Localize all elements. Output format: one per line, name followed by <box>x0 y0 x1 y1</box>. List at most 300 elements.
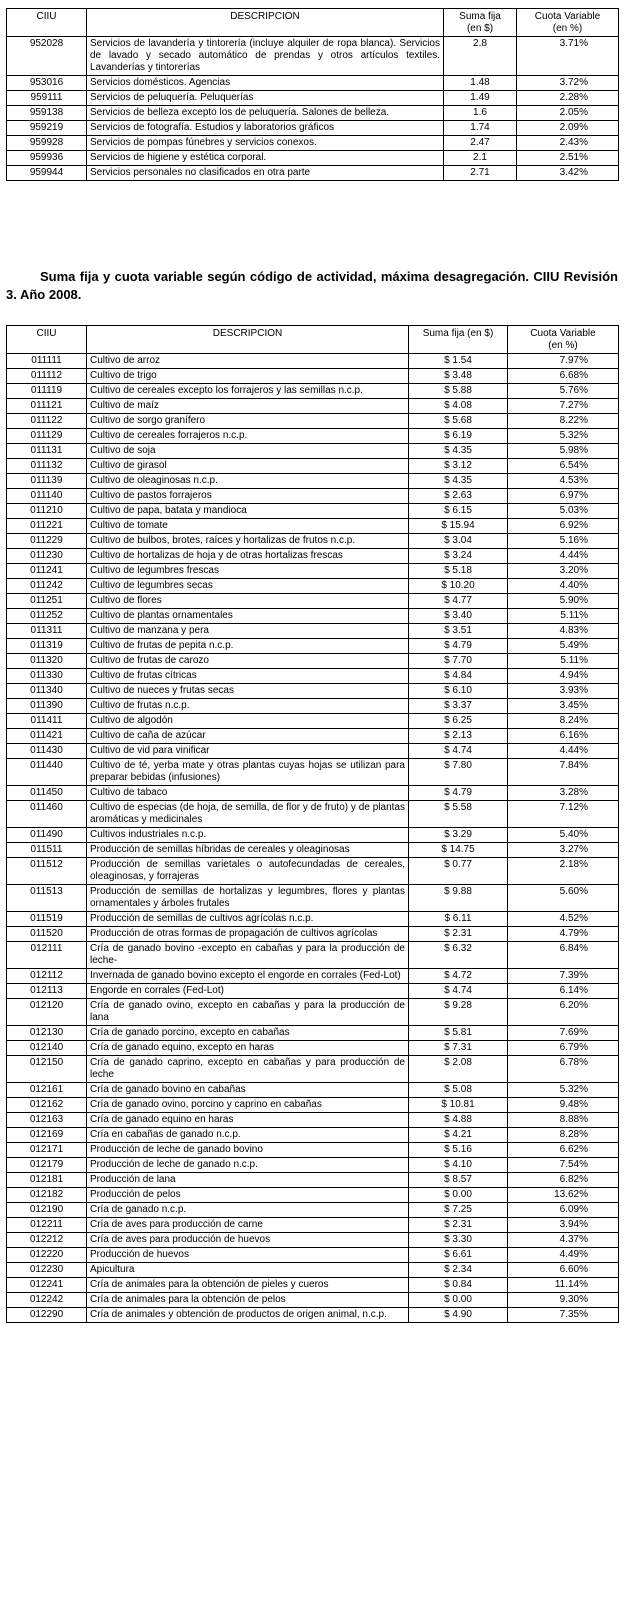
description-cell: Producción de leche de ganado bovino <box>87 1143 409 1158</box>
header-ciiu: CIIU <box>7 326 87 354</box>
ciiu-code-cell: 012111 <box>7 942 87 969</box>
table-row <box>7 927 619 942</box>
description-cell: Producción de semillas varietales o autofecundadas de cereales, oleaginosas, y forrajeras <box>87 858 409 885</box>
table-row <box>7 549 619 564</box>
table-row <box>7 594 619 609</box>
ciiu-code-cell: 011122 <box>7 414 87 429</box>
table-row <box>7 843 619 858</box>
ciiu-code-cell: 959111 <box>7 91 87 106</box>
description-cell: Producción de semillas de hortalizas y legumbres, flores y plantas ornamentales y árboles frutales <box>87 885 409 912</box>
variable-rate-cell: 4.37% <box>508 1233 619 1248</box>
fixed-sum-cell: $ 15.94 <box>409 519 508 534</box>
variable-rate-cell: 5.49% <box>508 639 619 654</box>
variable-rate-cell: 4.53% <box>508 474 619 489</box>
variable-rate-cell: 6.97% <box>508 489 619 504</box>
variable-rate-cell: 5.32% <box>508 429 619 444</box>
fixed-sum-cell: $ 3.40 <box>409 609 508 624</box>
table-row <box>7 639 619 654</box>
variable-rate-cell: 5.32% <box>508 1083 619 1098</box>
table-row <box>7 429 619 444</box>
table-row <box>7 1203 619 1218</box>
table-row <box>7 699 619 714</box>
variable-rate-cell: 3.20% <box>508 564 619 579</box>
variable-rate-cell: 8.88% <box>508 1113 619 1128</box>
table-row <box>7 399 619 414</box>
variable-rate-cell: 5.11% <box>508 609 619 624</box>
table-row <box>7 1041 619 1056</box>
fixed-sum-cell: $ 4.90 <box>409 1308 508 1323</box>
description-cell: Servicios de pompas fúnebres y servicios conexos. <box>87 136 444 151</box>
table-row <box>7 354 619 369</box>
ciiu-code-cell: 012120 <box>7 999 87 1026</box>
fixed-sum-cell: 2.1 <box>444 151 517 166</box>
table-row <box>7 91 619 106</box>
description-cell: Servicios de higiene y estética corporal. <box>87 151 444 166</box>
ciiu-code-cell: 011450 <box>7 786 87 801</box>
ciiu-code-cell: 011390 <box>7 699 87 714</box>
variable-rate-cell: 6.84% <box>508 942 619 969</box>
table-row <box>7 534 619 549</box>
table-row <box>7 369 619 384</box>
ciiu-code-cell: 012163 <box>7 1113 87 1128</box>
variable-rate-cell: 4.44% <box>508 549 619 564</box>
description-cell: Cultivo de legumbres secas <box>87 579 409 594</box>
table-row <box>7 1098 619 1113</box>
fixed-sum-cell: 1.74 <box>444 121 517 136</box>
description-cell: Producción de pelos <box>87 1188 409 1203</box>
header-ciiu: CIIU <box>7 9 87 37</box>
fixed-sum-cell: $ 2.08 <box>409 1056 508 1083</box>
table-row <box>7 609 619 624</box>
description-cell: Cultivo de algodón <box>87 714 409 729</box>
description-cell: Cría de ganado caprino, excepto en cabañas y para producción de leche <box>87 1056 409 1083</box>
variable-rate-cell: 13.62% <box>508 1188 619 1203</box>
table-row <box>7 504 619 519</box>
table-row <box>7 786 619 801</box>
ciiu-code-cell: 012140 <box>7 1041 87 1056</box>
ciiu-code-cell: 012212 <box>7 1233 87 1248</box>
ciiu-code-cell: 012161 <box>7 1083 87 1098</box>
ciiu-code-cell: 952028 <box>7 37 87 76</box>
variable-rate-cell: 6.62% <box>508 1143 619 1158</box>
header-descripcion: DESCRIPCION <box>87 326 409 354</box>
table-row <box>7 1128 619 1143</box>
ciiu-code-cell: 011251 <box>7 594 87 609</box>
ciiu-code-cell: 011320 <box>7 654 87 669</box>
fixed-sum-cell: $ 5.18 <box>409 564 508 579</box>
variable-rate-cell: 7.97% <box>508 354 619 369</box>
fixed-sum-cell: $ 0.00 <box>409 1293 508 1308</box>
table-row <box>7 1158 619 1173</box>
variable-rate-cell: 8.28% <box>508 1128 619 1143</box>
ciiu-code-cell: 011511 <box>7 843 87 858</box>
description-cell: Cultivo de cereales forrajeros n.c.p. <box>87 429 409 444</box>
variable-rate-cell: 6.78% <box>508 1056 619 1083</box>
ciiu-code-cell: 012171 <box>7 1143 87 1158</box>
fixed-sum-cell: $ 3.04 <box>409 534 508 549</box>
fixed-sum-cell: $ 5.16 <box>409 1143 508 1158</box>
variable-rate-cell: 2.05% <box>517 106 619 121</box>
fixed-sum-cell: $ 4.77 <box>409 594 508 609</box>
description-cell: Cultivo de tabaco <box>87 786 409 801</box>
table-row <box>7 999 619 1026</box>
description-cell: Cultivo de tomate <box>87 519 409 534</box>
table-row <box>7 1188 619 1203</box>
caption-text: Suma fija y cuota variable según código de actividad, máxima desagregación. CIIU Revisión 3. Año 2008. <box>6 269 618 302</box>
fixed-sum-cell: $ 4.74 <box>409 744 508 759</box>
ciiu-code-cell: 012241 <box>7 1278 87 1293</box>
description-cell: Cultivo de sorgo granífero <box>87 414 409 429</box>
fixed-sum-cell: $ 9.28 <box>409 999 508 1026</box>
variable-rate-cell: 6.79% <box>508 1041 619 1056</box>
variable-rate-cell: 4.52% <box>508 912 619 927</box>
fixed-sum-cell: $ 3.12 <box>409 459 508 474</box>
table-row <box>7 414 619 429</box>
description-cell: Cultivo de frutas de carozo <box>87 654 409 669</box>
ciiu-code-cell: 012169 <box>7 1128 87 1143</box>
description-cell: Cría de aves para producción de huevos <box>87 1233 409 1248</box>
table-row <box>7 858 619 885</box>
description-cell: Cría de ganado bovino en cabañas <box>87 1083 409 1098</box>
fixed-sum-cell: $ 5.58 <box>409 801 508 828</box>
ciiu-code-cell: 011513 <box>7 885 87 912</box>
description-cell: Cultivo de hortalizas de hoja y de otras hortalizas frescas <box>87 549 409 564</box>
table-row <box>7 106 619 121</box>
description-cell: Cultivo de té, yerba mate y otras plantas cuyas hojas se utilizan para preparar bebidas (infusiones) <box>87 759 409 786</box>
description-cell: Servicios de belleza excepto los de peluquería. Salones de belleza. <box>87 106 444 121</box>
fixed-sum-cell: $ 10.20 <box>409 579 508 594</box>
description-cell: Cría en cabañas de ganado n.c.p. <box>87 1128 409 1143</box>
table-row <box>7 1056 619 1083</box>
description-cell: Cultivo de arroz <box>87 354 409 369</box>
fixed-sum-cell: 2.47 <box>444 136 517 151</box>
table-row <box>7 744 619 759</box>
fixed-sum-cell: $ 6.25 <box>409 714 508 729</box>
variable-rate-cell: 6.14% <box>508 984 619 999</box>
variable-rate-cell: 7.69% <box>508 1026 619 1041</box>
variable-rate-cell: 6.92% <box>508 519 619 534</box>
variable-rate-cell: 9.30% <box>508 1293 619 1308</box>
description-cell: Cultivo de vid para vinificar <box>87 744 409 759</box>
description-cell: Cría de animales y obtención de productos de origen animal, n.c.p. <box>87 1308 409 1323</box>
ciiu-code-cell: 011132 <box>7 459 87 474</box>
table-row <box>7 1026 619 1041</box>
table-row <box>7 1233 619 1248</box>
fixed-sum-cell: 1.49 <box>444 91 517 106</box>
description-cell: Apicultura <box>87 1263 409 1278</box>
fixed-sum-cell: 2.8 <box>444 37 517 76</box>
description-cell: Cultivo de especias (de hoja, de semilla, de flor y de fruto) y de plantas aromáticas y medicinales <box>87 801 409 828</box>
ciiu-code-cell: 012211 <box>7 1218 87 1233</box>
variable-rate-cell: 2.28% <box>517 91 619 106</box>
variable-rate-cell: 4.83% <box>508 624 619 639</box>
activity-table-header <box>7 326 619 354</box>
ciiu-code-cell: 959928 <box>7 136 87 151</box>
description-cell: Cría de ganado equino, excepto en haras <box>87 1041 409 1056</box>
ciiu-code-cell: 011512 <box>7 858 87 885</box>
table-row <box>7 654 619 669</box>
fixed-sum-cell: $ 4.35 <box>409 474 508 489</box>
ciiu-code-cell: 959219 <box>7 121 87 136</box>
variable-rate-cell: 2.43% <box>517 136 619 151</box>
variable-rate-cell: 7.54% <box>508 1158 619 1173</box>
table-row <box>7 1248 619 1263</box>
ciiu-code-cell: 011229 <box>7 534 87 549</box>
services-table-header <box>7 9 619 37</box>
table-row <box>7 912 619 927</box>
variable-rate-cell: 5.90% <box>508 594 619 609</box>
table-row <box>7 1113 619 1128</box>
variable-rate-cell: 3.42% <box>517 166 619 181</box>
table-row <box>7 166 619 181</box>
variable-rate-cell: 4.40% <box>508 579 619 594</box>
activity-code-table <box>6 325 619 1323</box>
ciiu-code-cell: 011421 <box>7 729 87 744</box>
ciiu-code-cell: 012130 <box>7 1026 87 1041</box>
description-cell: Cría de ganado n.c.p. <box>87 1203 409 1218</box>
variable-rate-cell: 11.14% <box>508 1278 619 1293</box>
variable-rate-cell: 3.94% <box>508 1218 619 1233</box>
variable-rate-cell: 6.20% <box>508 999 619 1026</box>
variable-rate-cell: 7.84% <box>508 759 619 786</box>
fixed-sum-cell: $ 6.32 <box>409 942 508 969</box>
description-cell: Producción de otras formas de propagación de cultivos agrícolas <box>87 927 409 942</box>
fixed-sum-cell: $ 0.84 <box>409 1278 508 1293</box>
table-row <box>7 151 619 166</box>
fixed-sum-cell: $ 4.21 <box>409 1128 508 1143</box>
table-row <box>7 384 619 399</box>
variable-rate-cell: 9.48% <box>508 1098 619 1113</box>
ciiu-code-cell: 011119 <box>7 384 87 399</box>
fixed-sum-cell: $ 2.63 <box>409 489 508 504</box>
fixed-sum-cell: $ 1.54 <box>409 354 508 369</box>
table-row <box>7 969 619 984</box>
description-cell: Producción de semillas de cultivos agrícolas n.c.p. <box>87 912 409 927</box>
ciiu-code-cell: 011139 <box>7 474 87 489</box>
description-cell: Producción de lana <box>87 1173 409 1188</box>
table-row <box>7 1143 619 1158</box>
variable-rate-cell: 5.40% <box>508 828 619 843</box>
variable-rate-cell: 5.16% <box>508 534 619 549</box>
table-row <box>7 942 619 969</box>
description-cell: Cría de ganado bovino -excepto en cabañas y para la producción de leche- <box>87 942 409 969</box>
ciiu-code-cell: 012112 <box>7 969 87 984</box>
table-row <box>7 519 619 534</box>
fixed-sum-cell: $ 8.57 <box>409 1173 508 1188</box>
ciiu-code-cell: 012150 <box>7 1056 87 1083</box>
description-cell: Cultivo de oleaginosas n.c.p. <box>87 474 409 489</box>
fixed-sum-cell: $ 14.75 <box>409 843 508 858</box>
fixed-sum-cell: $ 0.77 <box>409 858 508 885</box>
fixed-sum-cell: $ 6.61 <box>409 1248 508 1263</box>
description-cell: Servicios de fotografía. Estudios y laboratorios gráficos <box>87 121 444 136</box>
ciiu-code-cell: 011411 <box>7 714 87 729</box>
variable-rate-cell: 7.39% <box>508 969 619 984</box>
fixed-sum-cell: $ 4.08 <box>409 399 508 414</box>
fixed-sum-cell: $ 5.88 <box>409 384 508 399</box>
table-row <box>7 1173 619 1188</box>
fixed-sum-cell: $ 9.88 <box>409 885 508 912</box>
table-row <box>7 474 619 489</box>
fixed-sum-cell: $ 4.74 <box>409 984 508 999</box>
fixed-sum-cell: $ 7.31 <box>409 1041 508 1056</box>
table-row <box>7 669 619 684</box>
table-row <box>7 684 619 699</box>
header-suma-fija: Suma fija (en $) <box>444 9 517 37</box>
ciiu-code-cell: 953016 <box>7 76 87 91</box>
fixed-sum-cell: $ 3.48 <box>409 369 508 384</box>
ciiu-code-cell: 012220 <box>7 1248 87 1263</box>
table-caption <box>6 268 618 304</box>
description-cell: Servicios de peluquería. Peluquerías <box>87 91 444 106</box>
variable-rate-cell: 4.44% <box>508 744 619 759</box>
header-cuota-variable: Cuota Variable (en %) <box>508 326 619 354</box>
variable-rate-cell: 2.18% <box>508 858 619 885</box>
table-row <box>7 564 619 579</box>
ciiu-code-cell: 011230 <box>7 549 87 564</box>
fixed-sum-cell: $ 7.80 <box>409 759 508 786</box>
ciiu-code-cell: 012113 <box>7 984 87 999</box>
description-cell: Invernada de ganado bovino excepto el engorde en corrales (Fed-Lot) <box>87 969 409 984</box>
variable-rate-cell: 3.27% <box>508 843 619 858</box>
description-cell: Cría de ganado ovino, excepto en cabañas y para la producción de lana <box>87 999 409 1026</box>
table-row <box>7 759 619 786</box>
table-row <box>7 76 619 91</box>
description-cell: Cultivo de manzana y pera <box>87 624 409 639</box>
table-row <box>7 714 619 729</box>
variable-rate-cell: 6.16% <box>508 729 619 744</box>
description-cell: Cría de ganado equino en haras <box>87 1113 409 1128</box>
variable-rate-cell: 3.28% <box>508 786 619 801</box>
table-row <box>7 1083 619 1098</box>
table-row <box>7 624 619 639</box>
variable-rate-cell: 5.98% <box>508 444 619 459</box>
table-row <box>7 489 619 504</box>
table-row <box>7 579 619 594</box>
header-cuota-variable: Cuota Variable (en %) <box>517 9 619 37</box>
fixed-sum-cell: $ 6.15 <box>409 504 508 519</box>
description-cell: Producción de huevos <box>87 1248 409 1263</box>
variable-rate-cell: 5.03% <box>508 504 619 519</box>
fixed-sum-cell: $ 5.08 <box>409 1083 508 1098</box>
description-cell: Cultivo de girasol <box>87 459 409 474</box>
table-row <box>7 37 619 76</box>
fixed-sum-cell: $ 2.13 <box>409 729 508 744</box>
variable-rate-cell: 7.27% <box>508 399 619 414</box>
variable-rate-cell: 8.24% <box>508 714 619 729</box>
ciiu-code-cell: 011440 <box>7 759 87 786</box>
variable-rate-cell: 6.68% <box>508 369 619 384</box>
fixed-sum-cell: $ 4.72 <box>409 969 508 984</box>
ciiu-code-cell: 011241 <box>7 564 87 579</box>
fixed-sum-cell: $ 3.51 <box>409 624 508 639</box>
description-cell: Producción de semillas híbridas de cereales y oleaginosas <box>87 843 409 858</box>
table-row <box>7 1263 619 1278</box>
ciiu-code-cell: 011460 <box>7 801 87 828</box>
variable-rate-cell: 2.09% <box>517 121 619 136</box>
fixed-sum-cell: $ 3.37 <box>409 699 508 714</box>
description-cell: Engorde en corrales (Fed-Lot) <box>87 984 409 999</box>
ciiu-code-cell: 012290 <box>7 1308 87 1323</box>
header-suma-fija: Suma fija (en $) <box>409 326 508 354</box>
description-cell: Cultivo de pastos forrajeros <box>87 489 409 504</box>
table-row <box>7 1293 619 1308</box>
table-row <box>7 136 619 151</box>
ciiu-code-cell: 959944 <box>7 166 87 181</box>
fixed-sum-cell: $ 5.68 <box>409 414 508 429</box>
description-cell: Cultivo de plantas ornamentales <box>87 609 409 624</box>
variable-rate-cell: 3.71% <box>517 37 619 76</box>
description-cell: Cultivo de frutas n.c.p. <box>87 699 409 714</box>
fixed-sum-cell: $ 0.00 <box>409 1188 508 1203</box>
header-descripcion: DESCRIPCION <box>87 9 444 37</box>
table-row <box>7 444 619 459</box>
ciiu-code-cell: 011210 <box>7 504 87 519</box>
description-cell: Cría de ganado porcino, excepto en cabañas <box>87 1026 409 1041</box>
description-cell: Cultivo de maíz <box>87 399 409 414</box>
description-cell: Cría de ganado ovino, porcino y caprino en cabañas <box>87 1098 409 1113</box>
fixed-sum-cell: $ 6.10 <box>409 684 508 699</box>
ciiu-code-cell: 011520 <box>7 927 87 942</box>
description-cell: Servicios personales no clasificados en otra parte <box>87 166 444 181</box>
table-row <box>7 1218 619 1233</box>
ciiu-code-cell: 011131 <box>7 444 87 459</box>
variable-rate-cell: 5.76% <box>508 384 619 399</box>
variable-rate-cell: 2.51% <box>517 151 619 166</box>
description-cell: Cultivos industriales n.c.p. <box>87 828 409 843</box>
fixed-sum-cell: 1.6 <box>444 106 517 121</box>
table-row <box>7 121 619 136</box>
fixed-sum-cell: 1.48 <box>444 76 517 91</box>
fixed-sum-cell: $ 2.34 <box>409 1263 508 1278</box>
fixed-sum-cell: $ 4.79 <box>409 639 508 654</box>
description-cell: Cultivo de cereales excepto los forrajeros y las semillas n.c.p. <box>87 384 409 399</box>
ciiu-code-cell: 011111 <box>7 354 87 369</box>
description-cell: Cría de aves para producción de carne <box>87 1218 409 1233</box>
fixed-sum-cell: $ 7.25 <box>409 1203 508 1218</box>
description-cell: Producción de leche de ganado n.c.p. <box>87 1158 409 1173</box>
fixed-sum-cell: $ 3.30 <box>409 1233 508 1248</box>
fixed-sum-cell: $ 7.70 <box>409 654 508 669</box>
ciiu-code-cell: 011242 <box>7 579 87 594</box>
description-cell: Cultivo de legumbres frescas <box>87 564 409 579</box>
fixed-sum-cell: $ 4.84 <box>409 669 508 684</box>
ciiu-code-cell: 959138 <box>7 106 87 121</box>
variable-rate-cell: 6.09% <box>508 1203 619 1218</box>
fixed-sum-cell: $ 4.79 <box>409 786 508 801</box>
fixed-sum-cell: $ 10.81 <box>409 1098 508 1113</box>
description-cell: Cultivo de bulbos, brotes, raíces y hortalizas de frutos n.c.p. <box>87 534 409 549</box>
variable-rate-cell: 6.82% <box>508 1173 619 1188</box>
ciiu-code-cell: 959936 <box>7 151 87 166</box>
ciiu-code-cell: 012182 <box>7 1188 87 1203</box>
variable-rate-cell: 6.54% <box>508 459 619 474</box>
description-cell: Cultivo de caña de azúcar <box>87 729 409 744</box>
variable-rate-cell: 6.60% <box>508 1263 619 1278</box>
variable-rate-cell: 4.94% <box>508 669 619 684</box>
ciiu-code-cell: 011519 <box>7 912 87 927</box>
variable-rate-cell: 8.22% <box>508 414 619 429</box>
description-cell: Cultivo de frutas cítricas <box>87 669 409 684</box>
table-row <box>7 984 619 999</box>
ciiu-code-cell: 011140 <box>7 489 87 504</box>
fixed-sum-cell: $ 6.11 <box>409 912 508 927</box>
ciiu-code-cell: 012230 <box>7 1263 87 1278</box>
fixed-sum-cell: $ 4.35 <box>409 444 508 459</box>
variable-rate-cell: 3.93% <box>508 684 619 699</box>
ciiu-code-cell: 011112 <box>7 369 87 384</box>
ciiu-code-cell: 011319 <box>7 639 87 654</box>
